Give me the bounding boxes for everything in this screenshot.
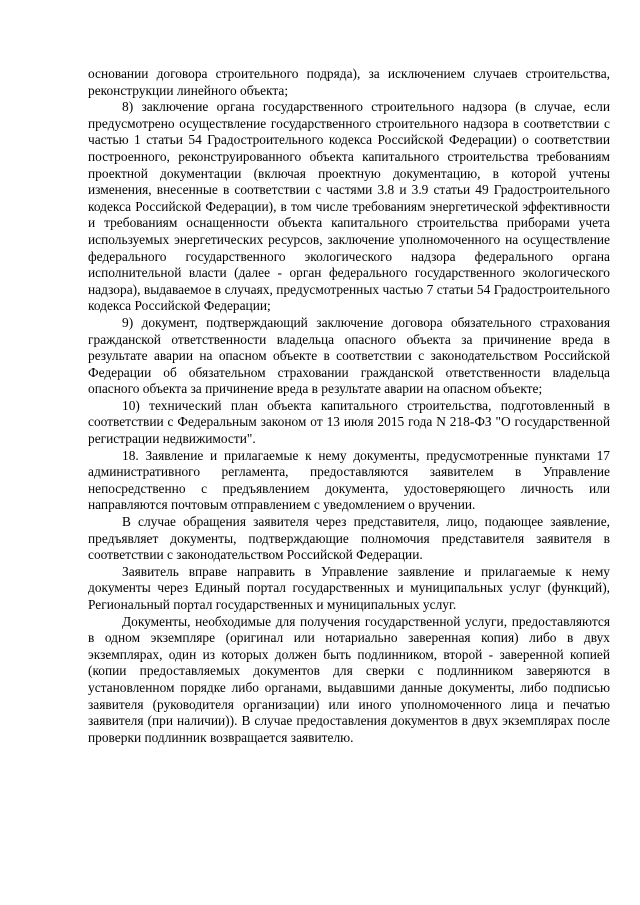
paragraph-continuation: основании договора строительного подряда), за исключением случаев строительства, реконструкции линейного объекта;: [88, 66, 610, 98]
paragraph-item-8: 8) заключение органа государственного строительного надзора (в случае, если предусмотрено осуществление государственного строительного надзора в соответствии с частью 1 статьи 54 Градостроительного кодекса Российской Федерации) о соответствии построенного, реконструированного объекта капитального строительства требованиям проектной документации (включая проектную документацию, в которой учтены изменения, внесенные в соответствии с частями 3.8 и 3.9 статьи 49 Градостроительного кодекса Российской Федерации), в том числе требованиям энергетической эффективности и требованиям оснащенности объекта капитального строительства приборами учета используемых энергетических ресурсов, заключение уполномоченного на осуществление федерального государственного экологического надзора федерального органа исполнительной власти (далее - орган федерального государственного экологического надзора), выдаваемое в случаях, предусмотренных частью 7 статьи 54 Градостроительного кодекса Российской Федерации;: [88, 99, 610, 314]
paragraph-copies: Документы, необходимые для получения государственной услуги, предоставляются в одном экземпляре (оригинал или нотариально заверенная копия) либо в двух экземплярах, один из которых должен быть подлинником, второй - заверенной копией (копии предоставляемых документов для сверки с подлинником заверяются в установленном порядке либо органами, выдавшими данные документы, либо подписью заявителя (руководителя организации) или иного уполномоченного лица и печатью заявителя (при наличии)). В случае предоставления документов в двух экземплярах после проверки подлинник возвращается заявителю.: [88, 613, 610, 745]
document-body: [88, 66, 610, 746]
paragraph-item-10: 10) технический план объекта капитального строительства, подготовленный в соответствии с Федеральным законом от 13 июля 2015 года N 218-ФЗ "О государственной регистрации недвижимости".: [88, 397, 610, 447]
paragraph-representative: В случае обращения заявителя через представителя, лицо, подающее заявление, предъявляет документы, подтверждающие полномочия представителя заявителя в соответствии с законодательством Российской Федерации.: [88, 514, 610, 563]
paragraph-item-9: 9) документ, подтверждающий заключение договора обязательного страхования гражданской ответственности владельца опасного объекта за причинение вреда в результате аварии на опасном объекте в соответствии с законодательством Российской Федерации об обязательном страховании гражданской ответственности владельца опасного объекта за причинение вреда в результате аварии на опасном объекте;: [88, 314, 610, 397]
paragraph-portal: Заявитель вправе направить в Управление заявление и прилагаемые к нему документы через Единый портал государственных и муниципальных услуг (функций), Региональный портал государственных и муниципальных услуг.: [88, 563, 610, 612]
paragraph-clause-18: 18. Заявление и прилагаемые к нему документы, предусмотренные пунктами 17 административного регламента, предоставляются заявителем в Управление непосредственно с предъявлением документа, удостоверяющего личность или направляются почтовым отправлением с уведомлением о вручении.: [88, 447, 610, 513]
